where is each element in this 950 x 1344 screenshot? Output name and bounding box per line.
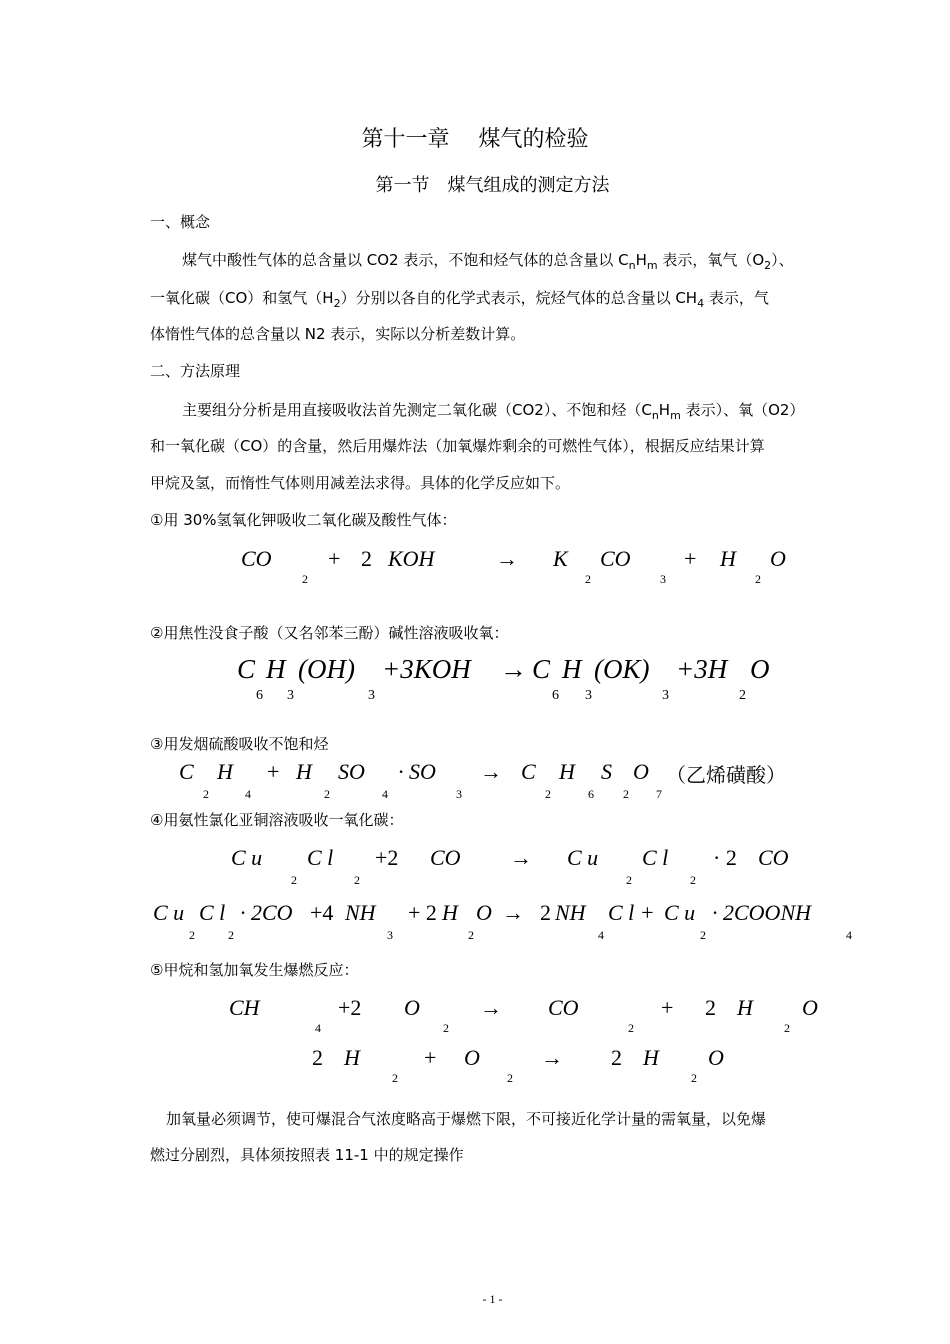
step4-label: ④用氨性氯化亚铜溶液吸收一氧化碳： <box>150 811 404 829</box>
eq-sub: 3 <box>456 787 462 801</box>
eq-term: C l <box>307 845 334 870</box>
eq-term: H <box>296 759 312 784</box>
eq-sub: 3 <box>368 688 375 703</box>
heading-concept: 一、概念 <box>150 213 211 231</box>
eq-term: C <box>237 654 256 684</box>
eq-term: SO <box>338 759 365 784</box>
eq-coef: 2 <box>705 995 716 1020</box>
eq-coef: +2 <box>338 995 362 1020</box>
eq-term: S <box>601 759 612 784</box>
eq-sub: 2 <box>443 1021 449 1035</box>
eq-sub: 2 <box>755 572 761 586</box>
eq-term: O <box>750 654 770 684</box>
eq-sub: 2 <box>291 873 297 887</box>
eq-op: + <box>424 1045 437 1070</box>
eq-term: CO <box>241 546 272 571</box>
eq-sub: 2 <box>628 1021 634 1035</box>
eq-term: O <box>770 546 786 571</box>
eq-term: H <box>344 1045 360 1070</box>
eq-sub: 2 <box>626 873 632 887</box>
eq-term: H <box>737 995 753 1020</box>
eq-coef: 2 <box>312 1045 323 1070</box>
eq-arrow: → <box>541 1045 563 1070</box>
eq-term: NH <box>555 900 586 925</box>
sub-2: 2 <box>333 297 341 310</box>
para2-text: 主要组分分析是用直接吸收法首先测定二氧化碳（CO2）、不饱和烃（C <box>182 401 652 419</box>
para1-line1 <box>182 250 794 276</box>
equation-6 <box>0 995 950 1045</box>
eq-coef: 2 <box>361 546 372 571</box>
eq-sub: 2 <box>228 928 234 942</box>
eq-term: O <box>633 759 649 784</box>
eq-term: C l + <box>608 900 655 925</box>
para2-line2: 和一氧化碳（CO）的含量，然后用爆炸法（加氧爆炸剩余的可燃性气体），根据反应结果计算 <box>150 437 765 455</box>
eq-term: C u <box>153 900 185 925</box>
eq-arrow: → <box>480 995 502 1020</box>
eq-op: + <box>267 759 280 784</box>
para1-line3: 体惰性气体的总含量以 N2 表示，实际以分析差数计算。 <box>150 325 526 343</box>
eq-sub: 2 <box>324 787 330 801</box>
eq-sub: 2 <box>468 928 474 942</box>
eq-term: H <box>266 654 286 684</box>
eq-sub: 3 <box>387 928 393 942</box>
eq-term: NH <box>345 900 376 925</box>
eq-term: H <box>562 654 582 684</box>
eq-term: O <box>464 1045 480 1070</box>
eq-sub: 4 <box>382 787 388 801</box>
para1-text: H <box>635 251 647 269</box>
eq-term: K <box>553 546 568 571</box>
eq-term: +3KOH <box>382 654 471 684</box>
eq-term: C <box>532 654 551 684</box>
eq-sub: 2 <box>585 572 591 586</box>
eq-op: + <box>328 546 341 571</box>
eq-sub: 2 <box>189 928 195 942</box>
para1-text: ）分别以各自的化学式表示，烷烃气体的总含量以 CH <box>340 289 698 307</box>
step2-label: ②用焦性没食子酸（又名邻苯三酚）碱性溶液吸收氧： <box>150 624 509 642</box>
eq-sub: 2 <box>700 928 706 942</box>
chapter-title: 第十一章 煤气的检验 <box>361 127 589 152</box>
eq-term: H <box>217 759 233 784</box>
para1-text: ）、 <box>771 251 794 269</box>
eq-term: KOH <box>388 546 435 571</box>
eq-sub: 4 <box>245 787 251 801</box>
eq-term: C <box>521 759 536 784</box>
eq-term: · SO <box>398 759 436 784</box>
eq-arrow: → <box>502 900 524 925</box>
eq-sub: 2 <box>690 873 696 887</box>
eq-sub: 3 <box>660 572 666 586</box>
eq-op: + <box>684 546 697 571</box>
equation-1 <box>0 546 950 596</box>
equation-3 <box>0 759 950 809</box>
para1-text: 表示，气 <box>704 289 769 307</box>
eq-term: C u <box>567 845 599 870</box>
eq-sub: 2 <box>203 787 209 801</box>
eq-term: C l <box>199 900 226 925</box>
equation-7 <box>0 1045 950 1095</box>
para2-text: H <box>658 401 671 419</box>
eq-sub: 2 <box>623 787 629 801</box>
eq-term: · 2CO <box>240 900 293 925</box>
eq-term: C u <box>231 845 263 870</box>
eq-sub: 2 <box>784 1021 790 1035</box>
eq-arrow: → <box>510 845 532 870</box>
eq-term: CO <box>548 995 579 1020</box>
eq-sub: 2 <box>739 688 746 703</box>
eq-sub: 3 <box>585 688 592 703</box>
eq-coef: 2 <box>611 1045 622 1070</box>
sub-n: n <box>651 409 659 422</box>
eq-sub: 2 <box>507 1071 513 1085</box>
eq-arrow: → <box>500 654 527 684</box>
para1-line2 <box>150 288 769 314</box>
para1-text: 一氧化碳（CO）和氢气（H <box>150 289 334 307</box>
section-title: 第一节 煤气组成的测定方法 <box>375 175 610 196</box>
sub-4: 4 <box>697 297 705 310</box>
para2-line1 <box>182 400 804 426</box>
eq-term: O <box>476 900 492 925</box>
sub-2: 2 <box>764 259 772 272</box>
eq-sub: 4 <box>598 928 604 942</box>
eq-term: CH <box>229 995 260 1020</box>
eq-op: + 2 <box>408 900 437 925</box>
eq-term: O <box>404 995 420 1020</box>
para2-text: 表示）、氧（O2） <box>680 401 805 419</box>
eq-term: C l <box>642 845 669 870</box>
eq-sub: 2 <box>392 1071 398 1085</box>
page-number: - 1 - <box>482 1292 503 1306</box>
sub-m: m <box>670 409 681 422</box>
step1-label: ①用 30%氢氧化钾吸收二氧化碳及酸性气体： <box>150 511 457 529</box>
eq-arrow: → <box>480 759 502 784</box>
eq-coef: +4 <box>310 900 334 925</box>
eq-sub: 4 <box>846 928 852 942</box>
eq-sub: 2 <box>354 873 360 887</box>
eq-term: H <box>643 1045 659 1070</box>
eq-sub: 2 <box>691 1071 697 1085</box>
eq-term: +3H <box>676 654 728 684</box>
eq-term: O <box>708 1045 724 1070</box>
para2-line3: 甲烷及氢，而惰性气体则用减差法求得。具体的化学反应如下。 <box>150 474 571 492</box>
eq-term: H <box>559 759 575 784</box>
eq-sub: 6 <box>256 688 263 703</box>
eq-sub: 7 <box>656 787 662 801</box>
equation-5 <box>0 900 950 950</box>
eq-coef: 2 <box>540 900 551 925</box>
equation-2 <box>0 654 950 704</box>
eq-op: + <box>661 995 674 1020</box>
heading-method: 二、方法原理 <box>150 362 241 380</box>
eq-term: (OK) <box>594 654 650 684</box>
step3-label: ③用发烟硫酸吸收不饱和烃 <box>150 735 329 753</box>
eq-term: H <box>720 546 736 571</box>
eq-term: CO <box>758 845 789 870</box>
eq-sub: 3 <box>662 688 669 703</box>
para3-line2: 燃过分剧烈，具体须按照表 11-1 中的规定操作 <box>150 1146 464 1164</box>
eq-annotation: （乙烯磺酸） <box>666 763 786 787</box>
eq-term: (OH) <box>298 654 355 684</box>
eq-term: C u <box>664 900 696 925</box>
eq-arrow: → <box>496 546 518 571</box>
equation-4 <box>0 845 950 895</box>
eq-sub: 6 <box>588 787 594 801</box>
eq-sub: 2 <box>302 572 308 586</box>
para3-line1: 加氧量必须调节，使可爆混合气浓度略高于爆燃下限，不可接近化学计量的需氧量，以免爆 <box>166 1110 767 1128</box>
eq-term: CO <box>430 845 461 870</box>
step5-label: ⑤甲烷和氢加氧发生爆燃反应： <box>150 961 359 979</box>
para1-text: 煤气中酸性气体的总含量以 CO2 表示，不饱和烃气体的总含量以 C <box>182 251 629 269</box>
eq-sub: 3 <box>287 688 294 703</box>
eq-sub: 2 <box>545 787 551 801</box>
eq-sub: 6 <box>552 688 559 703</box>
eq-term: H <box>442 900 458 925</box>
eq-coef: · 2 <box>713 845 737 870</box>
eq-term: · 2COONH <box>712 900 812 925</box>
sub-m: m <box>646 259 658 272</box>
eq-coef: +2 <box>375 845 399 870</box>
eq-term: C <box>179 759 194 784</box>
eq-term: CO <box>600 546 631 571</box>
sub-n: n <box>628 259 636 272</box>
eq-term: O <box>802 995 818 1020</box>
para1-text: 表示，氧气（O <box>657 251 765 269</box>
eq-sub: 4 <box>315 1021 321 1035</box>
